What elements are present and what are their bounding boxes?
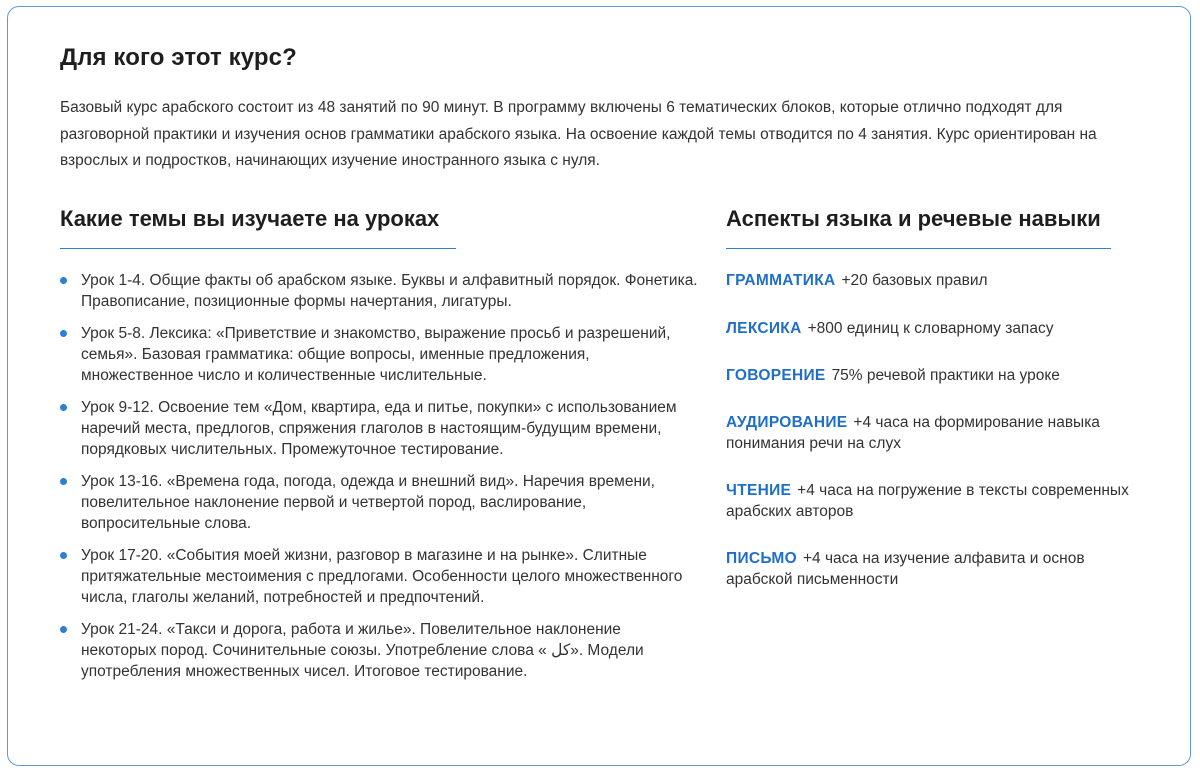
- bullet-icon: [60, 478, 67, 485]
- bullet-icon: [60, 552, 67, 559]
- aspect-text: +4 часа на погружение в тексты современных арабских авторов: [726, 482, 1129, 520]
- topic-item: [60, 270, 700, 312]
- topic-text: Урок 5-8. Лексика: «Приветствие и знакомство, выражение просьб и разрешений, семья». Базовая грамматика: общие вопросы, именные предложения, множественное число и количественные числительные.: [81, 325, 671, 384]
- aspect-text: +20 базовых правил: [841, 272, 988, 289]
- topic-item: [60, 323, 700, 386]
- aspect-listening: [726, 412, 1146, 454]
- aspect-key: ЛЕКСИКА: [726, 320, 802, 337]
- topics-title: Какие темы вы изучаете на уроках: [60, 206, 456, 249]
- topic-text: Урок 1-4. Общие факты об арабском языке. Буквы и алфавитный порядок. Фонетика. Правописание, позиционные формы начертания, лигатуры.: [81, 272, 698, 310]
- aspect-speaking: [726, 365, 1146, 386]
- aspect-reading: [726, 480, 1146, 522]
- aspect-writing: [726, 548, 1146, 590]
- course-intro-text: Базовый курс арабского состоит из 48 занятий по 90 минут. В программу включены 6 тематических блоков, которые отлично подходят для разговорной практики и изучения основ грамматики арабского языка. На освоение каждой темы отводится по 4 занятия. Курс ориентирован на взрослых и подростков, начинающих изучение иностранного языка с нуля.: [60, 99, 1097, 169]
- aspect-key: ПИСЬМО: [726, 550, 797, 567]
- aspects-title: Аспекты языка и речевые навыки: [726, 206, 1111, 249]
- aspect-text: +4 часа на формирование навыка понимания речи на слух: [726, 414, 1100, 452]
- topics-list: [60, 270, 700, 693]
- aspect-vocabulary: [726, 318, 1146, 339]
- bullet-icon: [60, 277, 67, 284]
- aspect-key: АУДИРОВАНИЕ: [726, 414, 848, 431]
- bullet-icon: [60, 404, 67, 411]
- aspect-key: ГОВОРЕНИЕ: [726, 367, 826, 384]
- aspect-key: ЧТЕНИЕ: [726, 482, 792, 499]
- aspect-grammar: [726, 270, 1146, 291]
- topic-item: [60, 619, 700, 682]
- aspect-text: +4 часа на изучение алфавита и основ арабской письменности: [726, 550, 1085, 588]
- topic-text: Урок 17-20. «События моей жизни, разговор в магазине и на рынке». Слитные притяжательные местоимения с предлогами. Особенности целого множественного числа, глаголы желаний, потребностей и предпочтений.: [81, 547, 683, 606]
- bullet-icon: [60, 626, 67, 633]
- aspect-key: ГРАММАТИКА: [726, 272, 836, 289]
- topic-text: Урок 9-12. Освоение тем «Дом, квартира, еда и питье, покупки» с использованием наречий места, предлогов, спряжения глаголов в настоящим-будущим времени, порядковых числительных. Промежуточное тестирование.: [81, 399, 677, 458]
- topic-item: [60, 397, 700, 460]
- aspect-text: 75% речевой практики на уроке: [831, 367, 1060, 384]
- topic-item: [60, 545, 700, 608]
- section-title: Для кого этот курс?: [60, 44, 297, 71]
- topic-item: [60, 471, 700, 534]
- aspect-text: +800 единиц к словарному запасу: [807, 320, 1054, 337]
- topic-text: Урок 13-16. «Времена года, погода, одежда и внешний вид». Наречия времени, повелительное наклонение первой и четвертой пород, васлирование, вопросительные слова.: [81, 473, 655, 532]
- topic-text: Урок 21-24. «Такси и дорога, работа и жилье». Повелительное наклонение некоторых пород. Сочинительные союзы. Употребление слова « كل». Модели употребления множественных чисел. Итоговое тестирование.: [81, 621, 644, 680]
- bullet-icon: [60, 330, 67, 337]
